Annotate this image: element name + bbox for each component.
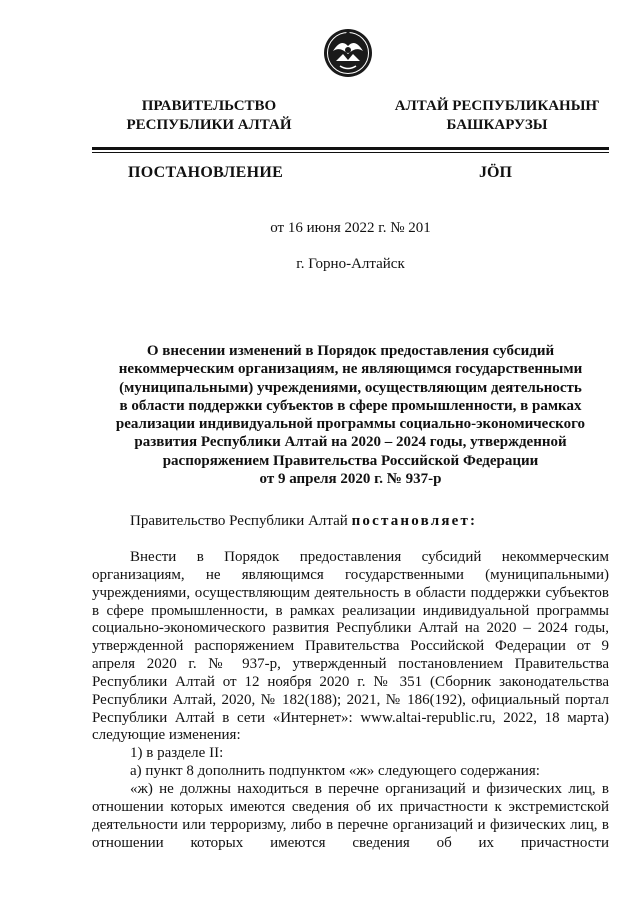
decree-label-right: JÖП xyxy=(479,164,512,181)
body-paragraph: а) пункт 8 дополнить подпунктом «ж» следующего содержания: xyxy=(130,763,540,780)
title-line: развития Республики Алтай на 2020 – 2024 годы, утвержденной xyxy=(134,434,567,451)
header-right-line1: АЛТАЙ РЕСПУБЛИКАНЫҤ xyxy=(394,98,600,114)
document-title xyxy=(92,342,609,488)
title-line: от 9 апреля 2020 г. № 937-р xyxy=(259,471,442,488)
header-right-line2: БАШКАРУЗЫ xyxy=(446,117,548,133)
coat-of-arms-icon xyxy=(323,24,373,80)
title-line: реализации индивидуальной программы социально-экономического xyxy=(115,416,586,433)
header-left-line1: ПРАВИТЕЛЬСТВО xyxy=(141,98,277,114)
header-divider-thick xyxy=(92,147,609,150)
header-right xyxy=(380,97,614,135)
decree-label-left: ПОСТАНОВЛЕНИЕ xyxy=(128,164,284,181)
title-line: (муниципальными) учреждениями, осуществляющим деятельность xyxy=(119,379,582,396)
header-left-line2: РЕСПУБЛИКИ АЛТАЙ xyxy=(126,117,292,133)
body-paragraph: «ж) не должны находиться в перечне организаций и физических лиц, в отношении которых имеются сведения об их причастности к экстремистской деятельности или терроризму, либо в перечне организаций и физических лиц, в отношении которых имеются сведения об их причастности xyxy=(92,780,609,851)
decree-date: от 16 июня 2022 г. № 201 xyxy=(270,220,431,236)
title-line: О внесении изменений в Порядок предоставления субсидий xyxy=(146,343,555,359)
document-body xyxy=(92,549,609,852)
title-line: распоряжением Правительства Российской Федерации xyxy=(162,452,539,469)
header-left xyxy=(105,97,313,135)
header-divider-thin xyxy=(92,152,609,153)
body-paragraph: Внести в Порядок предоставления субсидий некоммерческим организациям, не являющимся государственными (муниципальными) учреждениями, осуществляющим деятельность в области поддержки субъектов в сфере промышленности, в рамках реализации индивидуальной программы социально-экономического развития Республики Алтай на 2020 – 2024 годы, утвержденной распоряжением Правительства Российской Федерации от 9 апреля 2020 г. № 937-р, утвержденный постановлением Правительства Республики Алтай от 12 ноября 2020 г. № 351 (Сборник законодательства Республики Алтай, 2020, № 182(188); 2021, № 186(192), официальный портал Республики Алтай в сети «Интернет»: www.altai-republic.ru, 2022, 18 марта) следующие изменения: xyxy=(92,549,609,744)
preamble-emphasis: постановляет: xyxy=(351,513,478,529)
title-line: некоммерческим организациям, не являющимся государственными xyxy=(118,361,583,378)
body-paragraph: 1) в разделе II: xyxy=(130,745,224,762)
preamble-text: Правительство Республики Алтай xyxy=(130,513,352,529)
title-line: в области поддержки субъектов в сфере промышленности, в рамках xyxy=(119,397,582,414)
city-name: г. Горно-Алтайск xyxy=(296,256,405,272)
preamble xyxy=(130,513,477,530)
